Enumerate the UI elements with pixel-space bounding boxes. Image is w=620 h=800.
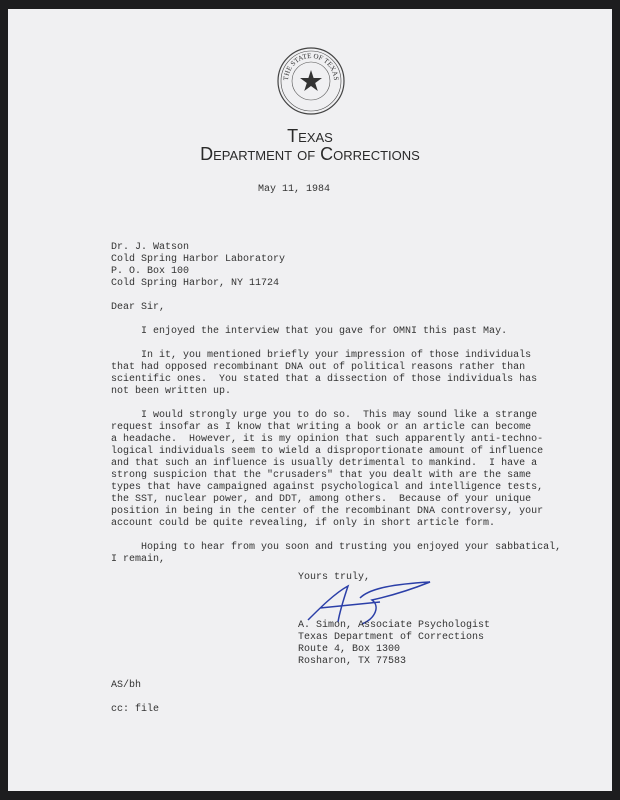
typist-initials: AS/bh (111, 680, 142, 691)
salutation: Dear Sir, (111, 302, 166, 313)
paragraph: Hoping to hear from you soon and trusting you enjoyed your sabbatical, I remain, (111, 542, 562, 565)
signature-line: A. Simon, Associate Psychologist (298, 620, 491, 631)
svg-text:THE STATE OF TEXAS: THE STATE OF TEXAS (281, 51, 341, 81)
letter-date: May 11, 1984 (258, 184, 331, 195)
signature-line: Texas Department of Corrections (298, 632, 485, 643)
signature-line: Route 4, Box 1300 (298, 644, 401, 655)
paragraph: I enjoyed the interview that you gave for OMNI this past May. (111, 326, 508, 337)
letterhead-line2: Department of Corrections (200, 144, 420, 164)
recipient-line: Cold Spring Harbor Laboratory (111, 254, 286, 265)
paragraph: I would strongly urge you to do so. This may sound like a strange request insofar as I know that writing a book or an article can become a headache. However, it is my opinion that such apparently anti-techno- logical individuals seem to wield a disproportionate amount of influence and that such an influence is usually detrimental to mankind. I have a strong suspicion that the "crusaders" that you dealt with are the same types that have campaigned against psychological and intelligence tests, the SST, nuclear power, and DDT, among others. Because of your unique position in being in the center of the recombinant DNA controversy, your account could be quite revealing, if only in short article form. (111, 410, 544, 529)
cc-line: cc: file (111, 704, 160, 715)
recipient-line: Dr. J. Watson (111, 242, 190, 253)
closing: Yours truly, (298, 572, 371, 583)
recipient-line: Cold Spring Harbor, NY 11724 (111, 278, 280, 289)
letterhead-line1: Texas (287, 126, 333, 146)
texas-seal-logo (276, 46, 346, 116)
paragraph: In it, you mentioned briefly your impression of those individuals that had opposed recombinant DNA out of political reasons rather than scientific ones. You stated that a dissection of those individuals has not been written up. (111, 350, 538, 397)
recipient-line: P. O. Box 100 (111, 266, 190, 277)
signature-line: Rosharon, TX 77583 (298, 656, 407, 667)
